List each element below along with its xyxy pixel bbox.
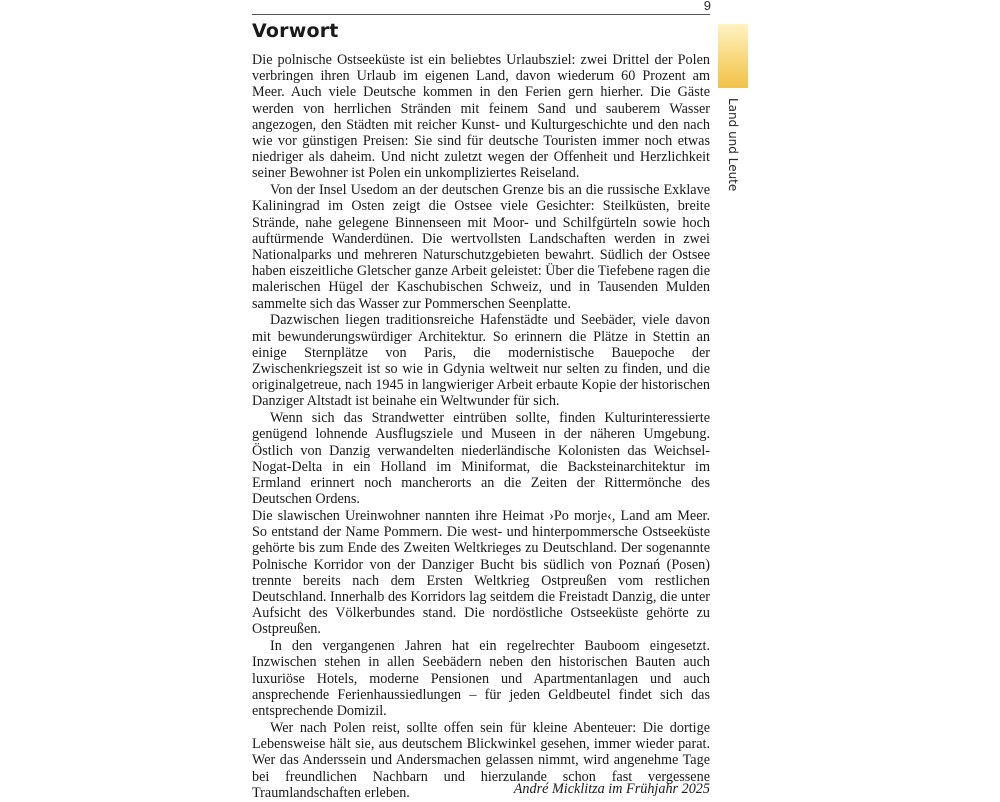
paragraph-2: Von der Insel Usedom an der deutschen Grenze bis an die russische Exklave Kaliningrad im Osten zeigt die Ostsee viele Gesichter: Steilküsten, breite Strände, nahe gelegene Binnenseen mit Moor- und Schilfgürteln sowie hoch auftürmende Wanderdünen. Die wertvollsten Landschaften werden in zwei Nationalparks und mehreren Naturschutzgebieten bewahrt. Südlich der Ostsee haben eiszeitliche Gletscher ganze Arbeit geleistet: Über die Tiefebene ragen die malerischen Hügel der Kaschubischen Schweiz, und in Tausenden Mulden sammelte sich das Wasser zur Pommerschen Seenplatte.	[252, 182, 710, 312]
author-signature: André Micklitza im Frühjahr 2025	[513, 781, 710, 797]
paragraph-5: Die slawischen Ureinwohner nannten ihre Heimat ›Po morje‹, Land am Meer. So entstand der Name Pommern. Die west- und hinterpommersche Ostseeküste gehörte bis zum Ende des Zweiten Weltkrieges zu Deutschland. Der sogenannte Polnische Korridor von der Danziger Bucht bis südlich von Poznań (Posen) trennte bereits nach dem Ersten Weltkrieg Ostpreußen vom restlichen Deutschland. Innerhalb des Korridors lag seitdem die Freistadt Danzig, die unter Aufsicht des Völkerbundes stand. Die nordöstliche Ostseeküste gehörte zu Ostpreußen.	[252, 508, 710, 638]
section-tab-marker	[718, 24, 748, 88]
section-tab-label: Land und Leute	[726, 98, 740, 192]
paragraph-6: In den vergangenen Jahren hat ein regelrechter Bauboom eingesetzt. Inzwischen stehen in allen Seebädern neben den historischen Bauten auch luxuriöse Hotels, moderne Pensionen und Apartmentanlagen und auch ansprechende Ferienhaussiedlungen – für jeden Geldbeutel findet sich das entsprechende Domizil.	[252, 638, 710, 720]
paragraph-3: Dazwischen liegen traditionsreiche Hafenstädte und Seebäder, viele davon mit bewunderungswürdiger Architektur. So erinnern die Plätze in Stettin an einige Sternplätze von Paris, die modernistische Bauepoche der Zwischenkriegszeit ist so wie in Gdynia weltweit nur selten zu finden, und die originalgetreue, nach 1945 in langwieriger Arbeit erbaute Kopie der historischen Danziger Altstadt ist beinahe ein Weltwunder für sich.	[252, 312, 710, 410]
top-rule	[252, 14, 710, 15]
paragraph-7: Wer nach Polen reist, sollte offen sein für kleine Abenteuer: Die dortige Lebensweise hält sie, aus deutschem Blickwinkel gesehen, immer wieder parat. Wer das Anderssein und Andersmachen gelassen nimmt, wird angenehme Tage bei freundlichen Nachbarn und hierzulande schon fast vergessene Traumlandschaften erleben.	[252, 719, 710, 801]
paragraph-4: Wenn sich das Strandwetter eintrüben sollte, finden Kulturinteressierte genügend lohnende Ausflugsziele und Museen in der näheren Umgebung. Östlich von Danzig verwandelten niederländische Kolonisten das Weichsel-Nogat-Delta in ein Holland im Miniformat, die Backsteinarchitektur im Ermland erinnert noch mancherorts an die Zeiten der Rittermönche des Deutschen Ordens.	[252, 410, 710, 508]
page-number: 9	[703, 0, 711, 13]
page-title: Vorwort	[252, 20, 339, 42]
paragraph-1: Die polnische Ostseeküste ist ein beliebtes Urlaubsziel: zwei Drittel der Polen verbringen ihren Urlaub im eigenen Land, davon wiederum 60 Prozent am Meer. Auch viele Deutsche kommen in den Ferien gern hierher. Die Gäste werden von herrlichen Stränden mit feinem Sand und sauberem Wasser angezogen, den Städten mit reicher Kunst- und Kulturgeschichte und den nach wie vor günstigen Preisen: Sie sind für deutsche Touristen immer noch etwas niedriger als daheim. Und nicht zuletzt wegen der Offenheit und Herzlichkeit seiner Bewohner ist Polen ein unkompliziertes Reiseland.	[252, 52, 710, 182]
body-text	[252, 52, 710, 802]
